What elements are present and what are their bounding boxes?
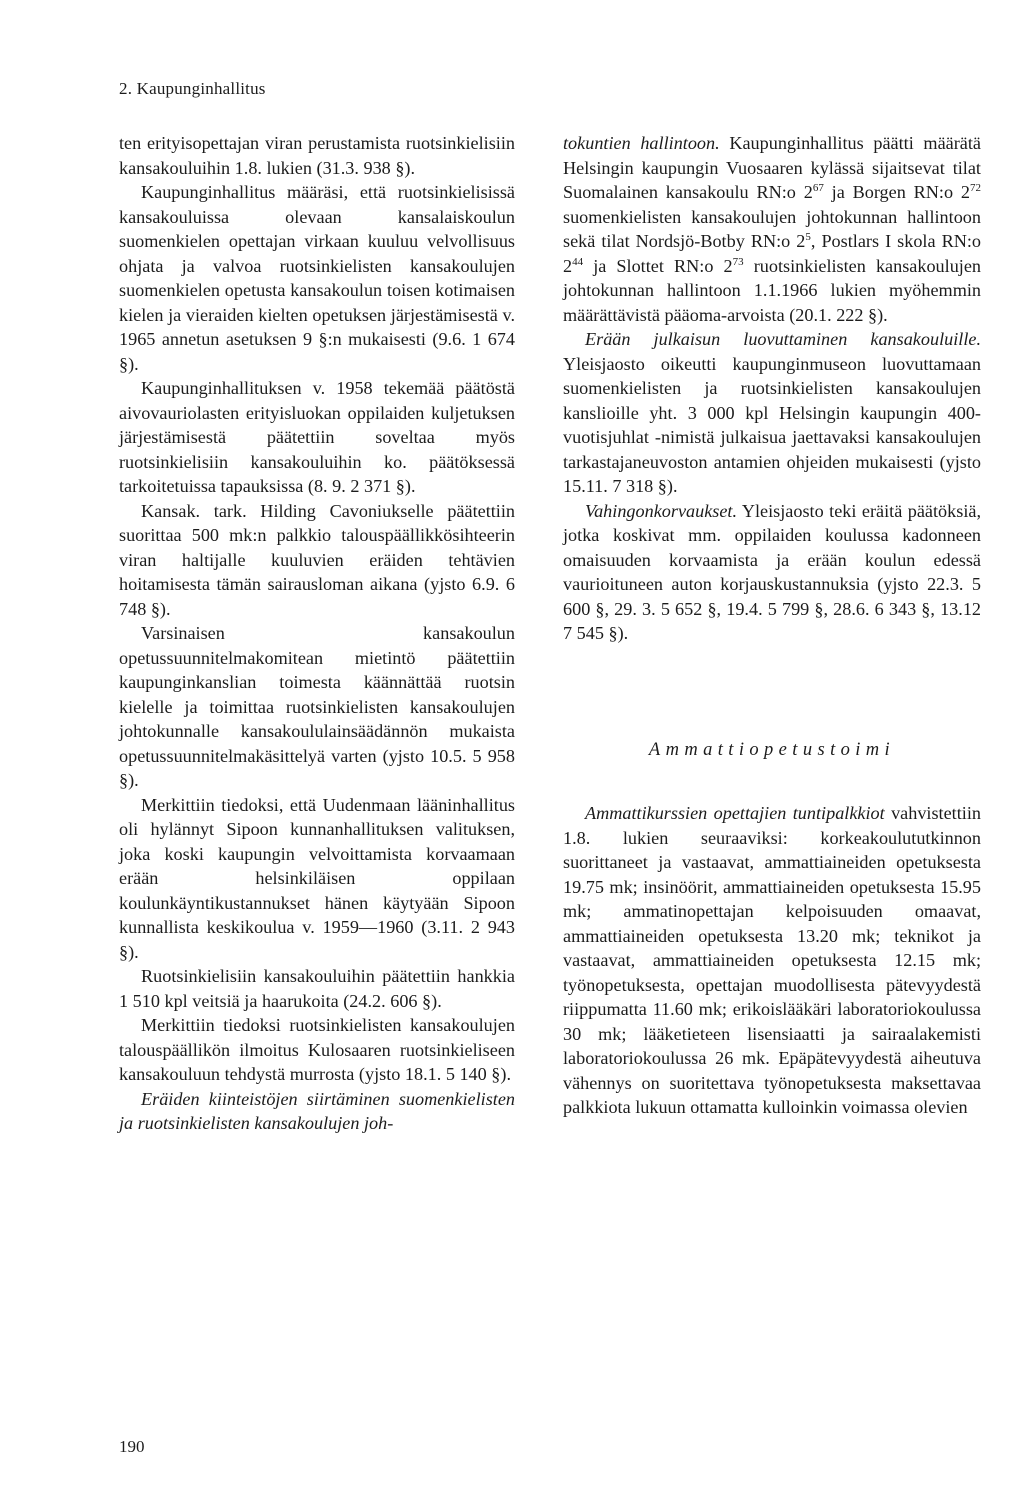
italic-lead-in: Eräiden kiinteistöjen siirtäminen suomenkielisten ja ruotsinkielisten kansakoulujen joh- bbox=[119, 1088, 515, 1133]
paragraph-text: ja Borgen RN:o 2 bbox=[823, 182, 970, 202]
section-heading: Ammattiopetustoimi bbox=[648, 739, 896, 760]
superscript: 44 bbox=[572, 255, 584, 268]
paragraph-continued: ten erityisopettajan viran perustamista ruotsinkielisiin kansakouluihin 1.8. lukien (31.3. 938 §). bbox=[119, 133, 515, 178]
left-column bbox=[119, 131, 515, 1136]
paragraph: Ruotsinkielisiin kansakouluihin päätettiin hankkia 1 510 kpl veitsiä ja haarukoita (24.2. 606 §). bbox=[119, 966, 515, 1011]
paragraph-text: Kaupunginhallitus päätti määrätä Helsingin kaupungin Vuosaaren kylässä sijaitsevat tilat Suomalainen kansakoulu RN:o 2 bbox=[563, 133, 981, 202]
italic-lead-in: tokuntien hallintoon. bbox=[563, 133, 720, 153]
paragraph-text: ruotsinkielisten kansakoulujen johtokunnan hallintoon 1.1.1966 lukien myöhemmin määrättävistä pääoma-arvoista (20.1. 222 §). bbox=[563, 255, 982, 325]
paragraph-text: , Postlars I skola RN:o 2 bbox=[563, 231, 981, 276]
paragraph: Varsinaisen kansakoulun opetussuunnitelmakomitean mietintö päätettiin kaupunginkanslian toimesta käännättää ruotsin kielelle ja toimittaa ruotsinkielisten kansakoulujen johtokunnalle kansakoululainsäädännön mukaista opetussuunnitelmakäsittelyä varten (yjsto 10.5. 5 958 §). bbox=[119, 623, 515, 790]
superscript: 72 bbox=[970, 182, 981, 194]
italic-lead-in: Ammattikurssien opettajien tuntipalkkiot bbox=[585, 803, 885, 823]
superscript: 5 bbox=[805, 231, 811, 243]
superscript: 67 bbox=[812, 182, 824, 194]
paragraph bbox=[563, 801, 981, 1120]
italic-lead-in: Vahingonkorvaukset. bbox=[585, 500, 738, 521]
paragraph: Merkittiin tiedoksi, että Uudenmaan lääninhallitus oli hylännyt Sipoon kunnanhallituksen valituksen, joka koski kaupungin velvoittamista korvaamaan erään helsinkiläisen oppilaan koulunkäyntikustannukset hänen käytyään Sipoon kunnallista keskikoulua v. 1959—1960 (3.11. 2 943 §). bbox=[119, 794, 515, 962]
running-head: 2. Kaupunginhallitus bbox=[119, 79, 266, 98]
paragraph: Kansak. tark. Hilding Cavoniukselle päätettiin suorittaa 500 mk:n palkkio talouspäällikkösihteerin viran haltijalle kuuluvien eräiden tehtävien hoitamisesta tämän sairausloman aikana (yjsto 6.9. 6 748 §). bbox=[119, 500, 515, 619]
paragraph: Kaupunginhallitus määräsi, että ruotsinkielisissä kansakouluissa olevaan kansalaiskoulun suomenkielen opettajan virkaan kuuluu velvollisuus ohjata ja valvoa ruotsinkielisten kansakoulujen suomenkielen opetusta kansakoulun toisen kotimaisen kielen ja vieraiden kielten opetuksen järjestämisestä v. 1965 annetun asetuksen 9 §:n mukaisesti (9.6. 1 674 §). bbox=[119, 182, 515, 374]
paragraph-text: ja Slottet RN:o 2 bbox=[583, 255, 733, 276]
paragraph bbox=[563, 327, 981, 499]
paragraph-text: Yleisjaosto oikeutti kaupunginmuseon luovuttamaan suomenkielisten ja ruotsinkielisten kansakoulujen kanslioille yht. 3 000 kpl Helsingin kaupungin 400-vuotisjuhlat -nimistä julkaisua jaettavaksi kansakoulujen tarkastajaneuvoston antamien ohjeiden mukaisesti (yjsto 15.11. 7 318 §). bbox=[563, 353, 981, 496]
paragraph: Merkittiin tiedoksi ruotsinkielisten kansakoulujen talouspäällikön ilmoitus Kulosaaren ruotsinkieliseen kansakouluun tehdystä murrosta (yjsto 18.1. 5 140 §). bbox=[119, 1015, 515, 1084]
paragraph-continued bbox=[563, 131, 981, 327]
paragraph-text: vahvistettiin 1.8. lukien seuraaviksi: korkeakoulututkinnon suorittaneet ja vastaavat, ammattiaineiden opetuksesta 19.75 mk; insinöörit, ammattiaineiden opetuksesta 15.95 mk; ammatinopettajan kelpoisuuden omaavat, ammattiaineiden opetuksesta 13.20 mk; teknikot ja vastaavat, ammattiaineiden opetuksesta 12.15 mk; työnopetuksesta, opettajan muodollisesta pätevyydestä riippumatta 11.60 mk; erikoislääkäri laboratoriokoulussa 30 mk; lääketieteen lisensiaatti ja sairaalakemisti laboratoriokoulussa 26 mk. Epäpätevyydestä aiheutuva vähennys on suoritettava työnopetuksesta maksettavaa palkkiota lukuun ottamatta kulloinkin voimassa olevien bbox=[563, 803, 981, 1117]
paragraph bbox=[563, 499, 981, 646]
paragraph-text: suomenkielisten kansakoulujen johtokunnan hallintoon sekä tilat Nordsjö-Botby RN:o 2 bbox=[563, 206, 981, 251]
right-column bbox=[563, 131, 981, 1120]
paragraph: Kaupunginhallituksen v. 1958 tekemää päätöstä aivovauriolasten erityisluokan oppilaiden kuljetuksen järjestämisestä päätettiin soveltaa myös ruotsinkielisiin kansakouluihin ko. päätöksessä tarkoitetuissa tapauksissa (8. 9. 2 371 §). bbox=[119, 378, 515, 496]
page-number: 190 bbox=[119, 1437, 145, 1456]
italic-lead-in: Erään julkaisun luovuttaminen kansakouluille. bbox=[585, 329, 981, 349]
paragraph bbox=[119, 1087, 515, 1136]
superscript: 73 bbox=[732, 255, 744, 268]
paragraph-text: Yleisjaosto teki eräitä päätöksiä, jotka koskivat mm. oppilaiden koulussa kadonneen omaisuuden korvaamista ja erään koulun edessä vaurioituneen auton korjauskustannuksia (yjsto 22.3. 5 600 §, 29. 3. 5 652 §, 19.4. 5 799 §, 28.6. 6 343 §, 13.12 7 545 §). bbox=[563, 500, 981, 643]
